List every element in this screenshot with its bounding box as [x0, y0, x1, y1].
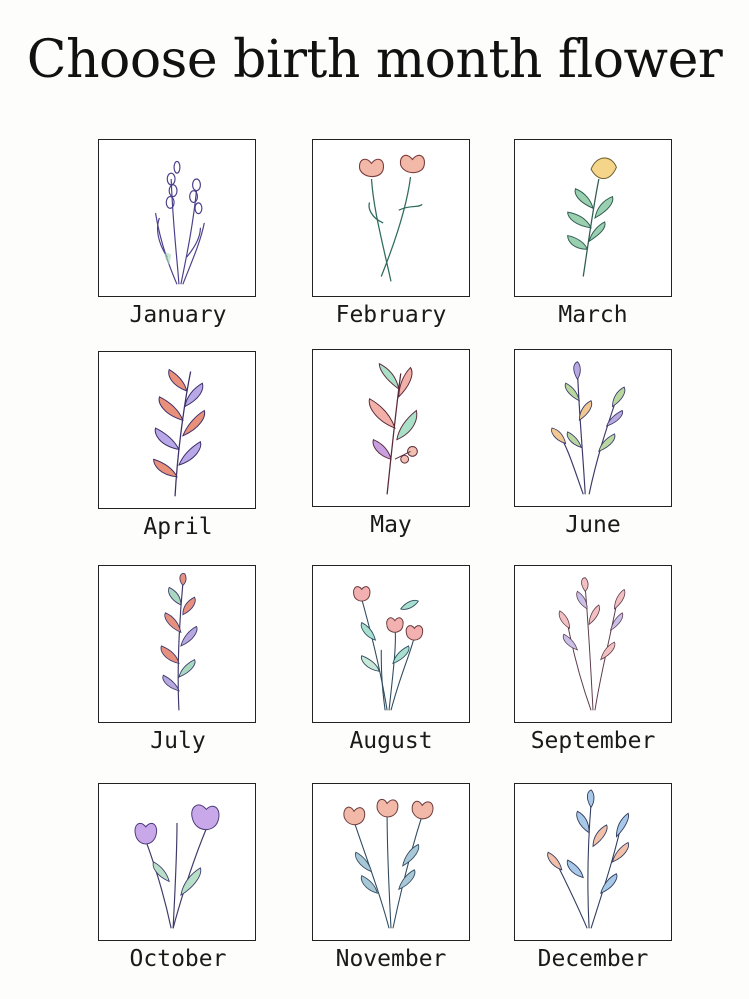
label-april: April	[143, 514, 213, 540]
card-november[interactable]	[312, 783, 470, 941]
card-may[interactable]	[312, 349, 470, 507]
card-april[interactable]	[98, 351, 256, 509]
label-may: May	[370, 512, 412, 538]
chrysanthemum-icon	[313, 784, 469, 940]
aster-icon	[515, 566, 671, 722]
label-november: November	[335, 946, 447, 972]
label-december: December	[537, 946, 649, 972]
card-march[interactable]	[514, 139, 672, 297]
card-june[interactable]	[514, 349, 672, 507]
larkspur-icon	[99, 566, 255, 722]
label-january: January	[129, 302, 227, 328]
label-july: July	[150, 728, 206, 754]
label-september: September	[530, 728, 656, 754]
lily-of-the-valley-icon	[313, 350, 469, 506]
card-october[interactable]	[98, 783, 256, 941]
purple-tulip-icon	[99, 784, 255, 940]
lavender-icon	[99, 140, 255, 296]
label-march: March	[558, 302, 628, 328]
label-august: August	[349, 728, 433, 754]
tulip-pair-icon	[313, 140, 469, 296]
page-title: Choose birth month flower	[26, 30, 723, 90]
holly-sprig-icon	[515, 784, 671, 940]
label-june: June	[565, 512, 621, 538]
card-december[interactable]	[514, 783, 672, 941]
label-october: October	[129, 946, 227, 972]
daffodil-icon	[515, 140, 671, 296]
card-july[interactable]	[98, 565, 256, 723]
card-september[interactable]	[514, 565, 672, 723]
label-february: February	[335, 302, 447, 328]
leaf-sprig-icon	[515, 350, 671, 506]
leafy-stem-icon	[99, 352, 255, 508]
card-february[interactable]	[312, 139, 470, 297]
card-august[interactable]	[312, 565, 470, 723]
poppy-bouquet-icon	[313, 566, 469, 722]
card-january[interactable]	[98, 139, 256, 297]
